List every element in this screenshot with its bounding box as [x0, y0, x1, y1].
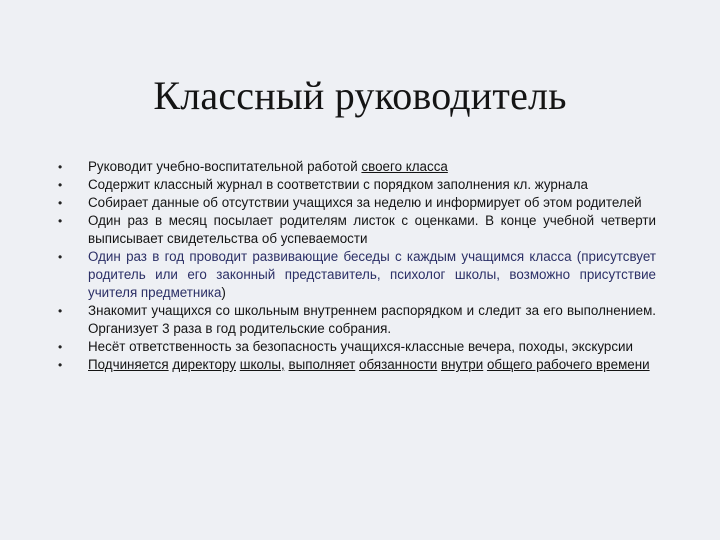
item-text-underlined: директору: [172, 357, 236, 372]
list-item: [58, 356, 656, 374]
item-text: Руководит учебно-воспитательной работой: [88, 159, 362, 174]
bullet-icon: •: [58, 196, 63, 210]
bullet-icon: •: [58, 214, 63, 228]
item-text: Один раз в месяц посылает родителям листок с оценками. В конце учебной четверти выписывает свидетельства об успеваемости: [88, 213, 656, 246]
item-text-underlined: внутри: [440, 357, 484, 372]
list-item: [58, 176, 656, 194]
bullet-icon: •: [58, 160, 63, 174]
bullet-icon: •: [58, 178, 63, 192]
slide-title: Классный руководитель: [153, 73, 567, 118]
item-text-underlined: школы,: [239, 357, 285, 372]
bullet-icon: •: [58, 358, 63, 372]
bullet-icon: •: [58, 304, 63, 318]
list-item: [58, 194, 656, 212]
list-item: [58, 158, 656, 176]
list-item: [58, 248, 656, 302]
item-text-underlined: общего рабочего времени: [486, 357, 650, 372]
list-item: [58, 212, 656, 248]
bullet-icon: •: [58, 250, 63, 264]
list-item: [58, 338, 656, 356]
item-text: ): [221, 285, 226, 300]
item-text: Знакомит учащихся со школьным внутреннем распорядком и следит за его выполнением. Организует 3 раза в год родительские собрания.: [88, 303, 656, 336]
item-text-underlined: своего класса: [361, 159, 448, 174]
item-text: Собирает данные об отсутствии учащихся за неделю и информирует об этом родителей: [88, 195, 642, 210]
bullet-icon: •: [58, 340, 63, 354]
list-item: [58, 302, 656, 338]
bullet-list: [58, 158, 656, 374]
item-text-blue: Один раз в год проводит развивающие беседы с каждым учащимся класса (присутсвует родитель или его законный представитель, психолог школы, возможно присутствие учителя предметника: [88, 249, 656, 300]
item-text: Несёт ответственность за безопасность учащихся-классные вечера, походы, экскурсии: [88, 339, 633, 354]
item-text: Содержит классный журнал в соответствии с порядком заполнения кл. журнала: [88, 177, 588, 192]
item-text-underlined: выполняет: [288, 357, 356, 372]
item-text-underlined: обязанности: [359, 357, 438, 372]
item-text-underlined: Подчиняется: [88, 357, 169, 372]
